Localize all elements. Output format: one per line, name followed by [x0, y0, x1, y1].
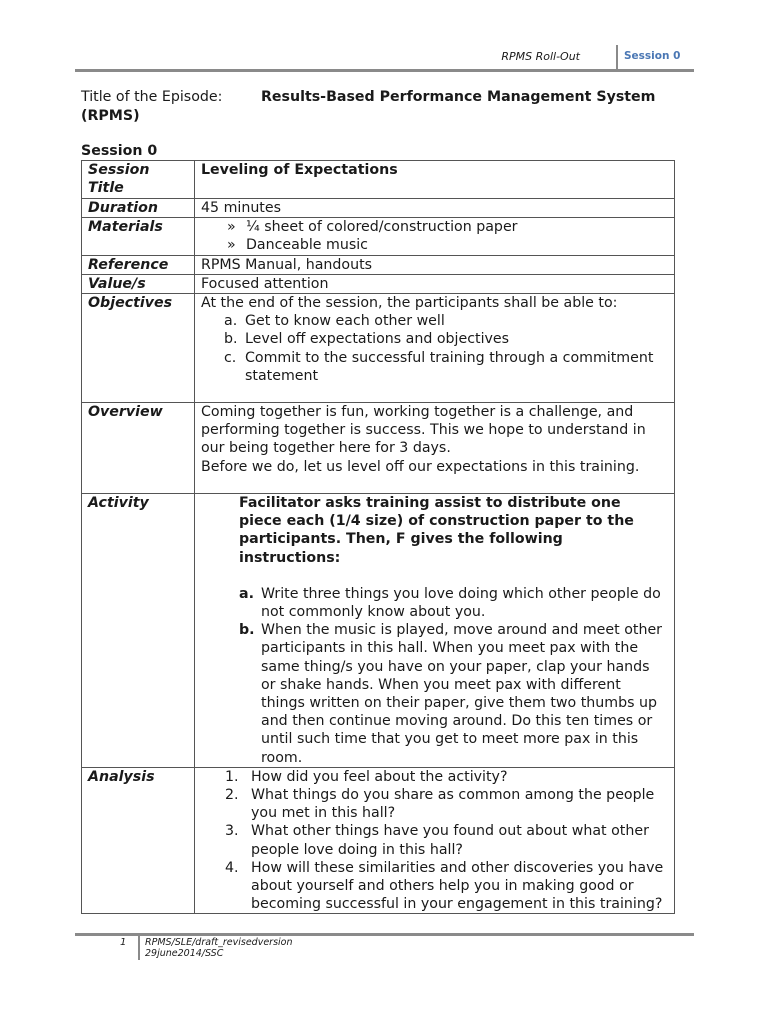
header-rule — [75, 69, 694, 72]
list-item: 1. How did you feel about the activity? — [225, 768, 508, 785]
footer-divider — [138, 936, 140, 960]
list-item: a. Get to know each other well — [224, 313, 445, 330]
list-item: 4. How will these similarities and other discoveries you have about yourself and others help you in making good or becoming successful in your engagement in this training? — [225, 859, 664, 913]
row-activity — [82, 494, 675, 768]
row-key: Session Title — [82, 161, 195, 199]
row-key: Materials — [82, 218, 195, 255]
header-divider — [616, 45, 618, 69]
activity-value: Facilitator asks training assist to distribute one piece each (1/4 size) of construction paper to the participants. Then, F gives the following instructions: a. Write three things you love doing which other people do not commonly know about you. b. When the music is played, move around and meet other participants in this hall. When you meet pax with the same thing/s you have on your paper, clap your hands or shake hands. When you meet pax with different things written on their paper, give them two thumbs up and then continue moving around. Do this ten times or until such time that you get to meet more pax in this room. — [195, 494, 675, 768]
footer-text — [145, 937, 293, 959]
list-item: 2. What things do you share as common among the people you met in this hall? — [225, 787, 655, 822]
footer-line: RPMS/SLE/draft_revisedversion — [145, 937, 293, 948]
overview-value: Coming together is fun, working together is a challenge, and performing together is success. This we hope to understand in our being together here for 3 days. Before we do, let us level off our expectations in this training. — [195, 403, 675, 494]
session-table — [81, 160, 675, 914]
episode-title-value: Results-Based Performance Management System — [261, 89, 656, 105]
list-item: a. Write three things you love doing which other people do not commonly know about you. — [239, 585, 661, 621]
values-value: Focused attention — [195, 274, 675, 293]
episode-title-value-cont: (RPMS) — [81, 108, 140, 124]
row-key: Reference — [82, 255, 195, 274]
row-session-title — [82, 161, 675, 199]
row-key: Duration — [82, 199, 195, 218]
running-header-title: RPMS Roll-Out — [501, 50, 580, 63]
list-item: » Danceable music — [227, 237, 368, 254]
list-item: b. When the music is played, move around and meet other participants in this hall. When you meet pax with the same thing/s you have on your paper, clap your hands or shake hands. When you meet pax with different things written on their paper, give them two thumbs up and then continue moving around. Do this ten times or until such time that you get to meet more pax in this room. — [239, 622, 663, 766]
episode-title-label: Title of the Episode: — [81, 89, 223, 105]
row-materials — [82, 218, 675, 255]
row-analysis — [82, 767, 675, 914]
row-key: Overview — [82, 403, 195, 494]
row-reference — [82, 255, 675, 274]
list-item: c. Commit to the successful training through a commitment statement — [224, 349, 654, 384]
footer-rule — [75, 933, 694, 936]
duration-value: 45 minutes — [195, 199, 675, 218]
objectives-value: At the end of the session, the participants shall be able to: a. Get to know each other well b. Level off expectations and objectives c. Commit to the successful training through a commitment statement — [195, 294, 675, 403]
footer-line: 29june2014/SSC — [145, 948, 224, 959]
page-number: 1 — [120, 937, 127, 948]
episode-title — [81, 88, 691, 126]
list-item: 3. What other things have you found out about what other people love doing in this hall? — [225, 823, 649, 858]
row-objectives — [82, 294, 675, 403]
row-key: Objectives — [82, 294, 195, 403]
session-heading: Session 0 — [81, 143, 158, 159]
header-session-label: Session 0 — [624, 50, 681, 62]
materials-value — [195, 218, 675, 255]
row-duration — [82, 199, 675, 218]
row-key: Value/s — [82, 274, 195, 293]
list-item: » ¼ sheet of colored/construction paper — [227, 219, 518, 236]
row-key: Analysis — [82, 767, 195, 914]
list-item: b. Level off expectations and objectives — [224, 331, 510, 348]
reference-value: RPMS Manual, handouts — [195, 255, 675, 274]
session-title-value: Leveling of Expectations — [195, 161, 675, 199]
row-overview — [82, 403, 675, 494]
row-key: Activity — [82, 494, 195, 768]
analysis-value — [195, 767, 675, 914]
row-values — [82, 274, 675, 293]
